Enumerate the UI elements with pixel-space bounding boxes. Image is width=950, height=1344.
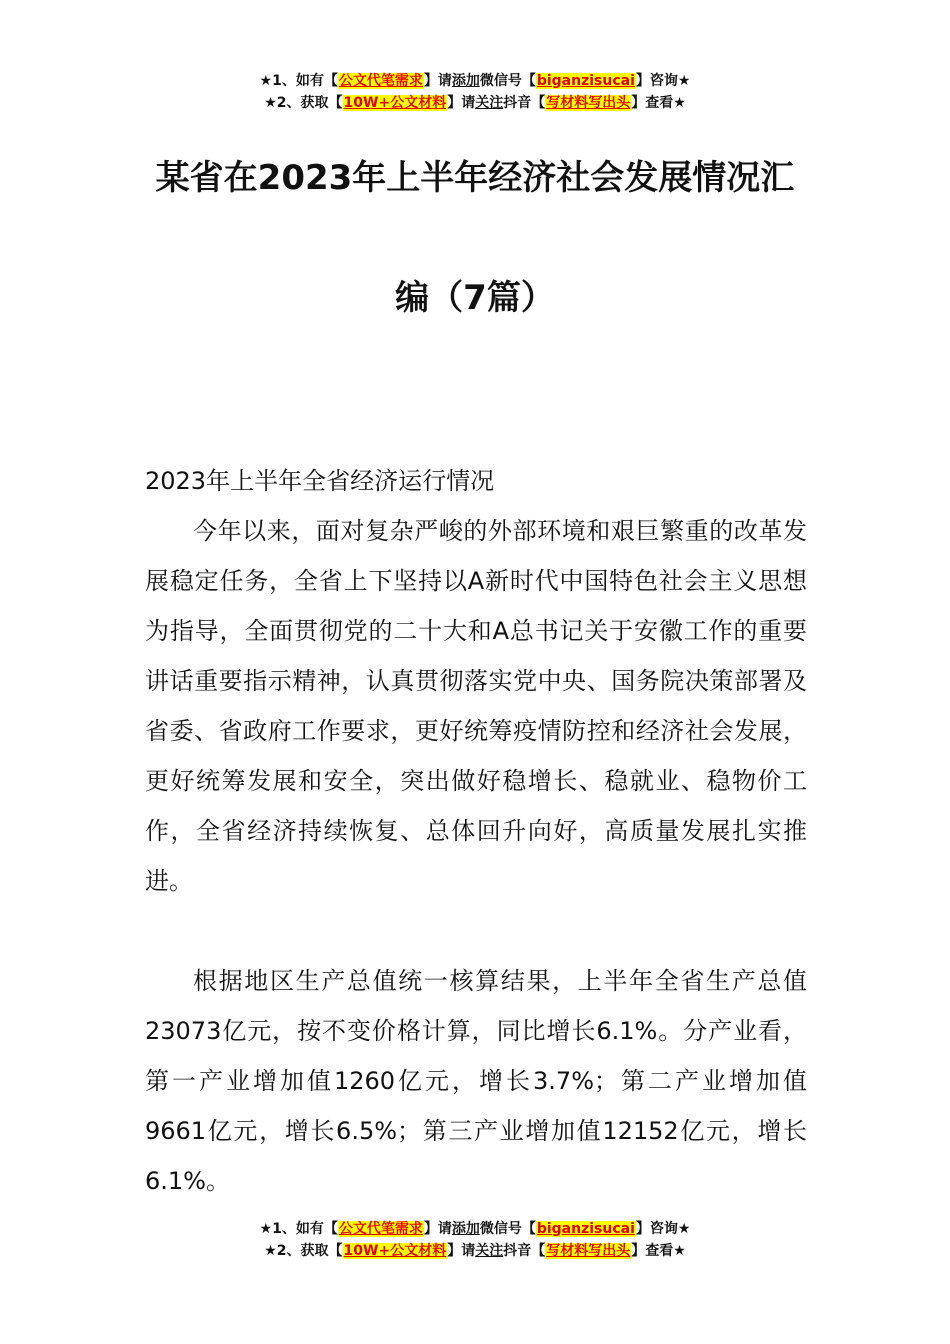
document-title-line-1: 某省在2023年上半年经济社会发展情况汇	[155, 158, 795, 198]
banner-text: 】咨询	[635, 1221, 678, 1237]
banner-text: 2、获取【	[276, 1243, 343, 1259]
banner-text: 】请	[423, 1221, 452, 1237]
banner-text: 】查看	[631, 1243, 674, 1259]
footer-banner	[0, 1218, 950, 1262]
banner-text: 1、如有【	[272, 73, 338, 89]
banner-text: 】咨询	[635, 73, 678, 89]
banner-text: 抖音【	[503, 95, 546, 111]
highlight-materials: 10W+公文材料	[343, 1243, 447, 1259]
banner-text: 抖音【	[503, 1243, 546, 1259]
highlight-douyin-id: 写材料写出头	[546, 1243, 631, 1259]
banner-text: 】请	[447, 95, 476, 111]
star-icon: ★	[673, 1243, 686, 1259]
highlight-materials: 10W+公文材料	[343, 95, 447, 111]
underlined-text: 关注	[475, 1243, 504, 1259]
highlight-douyin-id: 写材料写出头	[546, 95, 631, 111]
star-icon: ★	[264, 1243, 277, 1259]
highlight-service: 公文代笔需求	[338, 73, 423, 89]
banner-text: 】请	[447, 1243, 476, 1259]
paragraph-gdp: 根据地区生产总值统一核算结果，上半年全省生产总值23073亿元，按不变价格计算，同比增长6.1%。分产业看，第一产业增加值1260亿元，增长3.7%；第二产业增加值9661亿元，增长6.5%；第三产业增加值12152亿元，增长6.1%。	[145, 967, 807, 1195]
star-icon: ★	[673, 95, 686, 111]
highlight-wechat-id: biganzisucai	[536, 1221, 635, 1237]
banner-text: 2、获取【	[276, 95, 343, 111]
star-icon: ★	[677, 1221, 691, 1237]
document-title-line-2: 编（7篇）	[395, 278, 555, 318]
underlined-text: 添加	[451, 1221, 480, 1237]
banner-line-2	[0, 92, 950, 114]
highlight-wechat-id: biganzisucai	[536, 73, 635, 89]
banner-text: 1、如有【	[272, 1221, 338, 1237]
highlight-service: 公文代笔需求	[338, 1221, 423, 1237]
star-icon: ★	[264, 95, 277, 111]
banner-line-1	[0, 1218, 950, 1240]
banner-line-1	[0, 70, 950, 92]
banner-text: 微信号【	[479, 1221, 536, 1237]
star-icon: ★	[677, 73, 691, 89]
star-icon: ★	[259, 73, 273, 89]
banner-text: 】查看	[631, 95, 674, 111]
star-icon: ★	[259, 1221, 273, 1237]
underlined-text: 添加	[451, 73, 480, 89]
paragraph-spacer	[145, 906, 807, 956]
paragraph-overview: 今年以来，面对复杂严峻的外部环境和艰巨繁重的改革发展稳定任务，全省上下坚持以A新时代中国特色社会主义思想为指导，全面贯彻党的二十大和A总书记关于安徽工作的重要讲话重要指示精神，认真贯彻落实党中央、国务院决策部署及省委、省政府工作要求，更好统筹疫情防控和经济社会发展，更好统筹发展和安全，突出做好稳增长、稳就业、稳物价工作，全省经济持续恢复、总体回升向好，高质量发展扎实推进。	[145, 517, 807, 895]
header-banner	[0, 70, 950, 114]
banner-text: 微信号【	[479, 73, 536, 89]
banner-line-2	[0, 1240, 950, 1262]
banner-text: 】请	[423, 73, 452, 89]
underlined-text: 关注	[475, 95, 504, 111]
document-body	[145, 456, 807, 1206]
section-heading: 2023年上半年全省经济运行情况	[145, 467, 495, 495]
